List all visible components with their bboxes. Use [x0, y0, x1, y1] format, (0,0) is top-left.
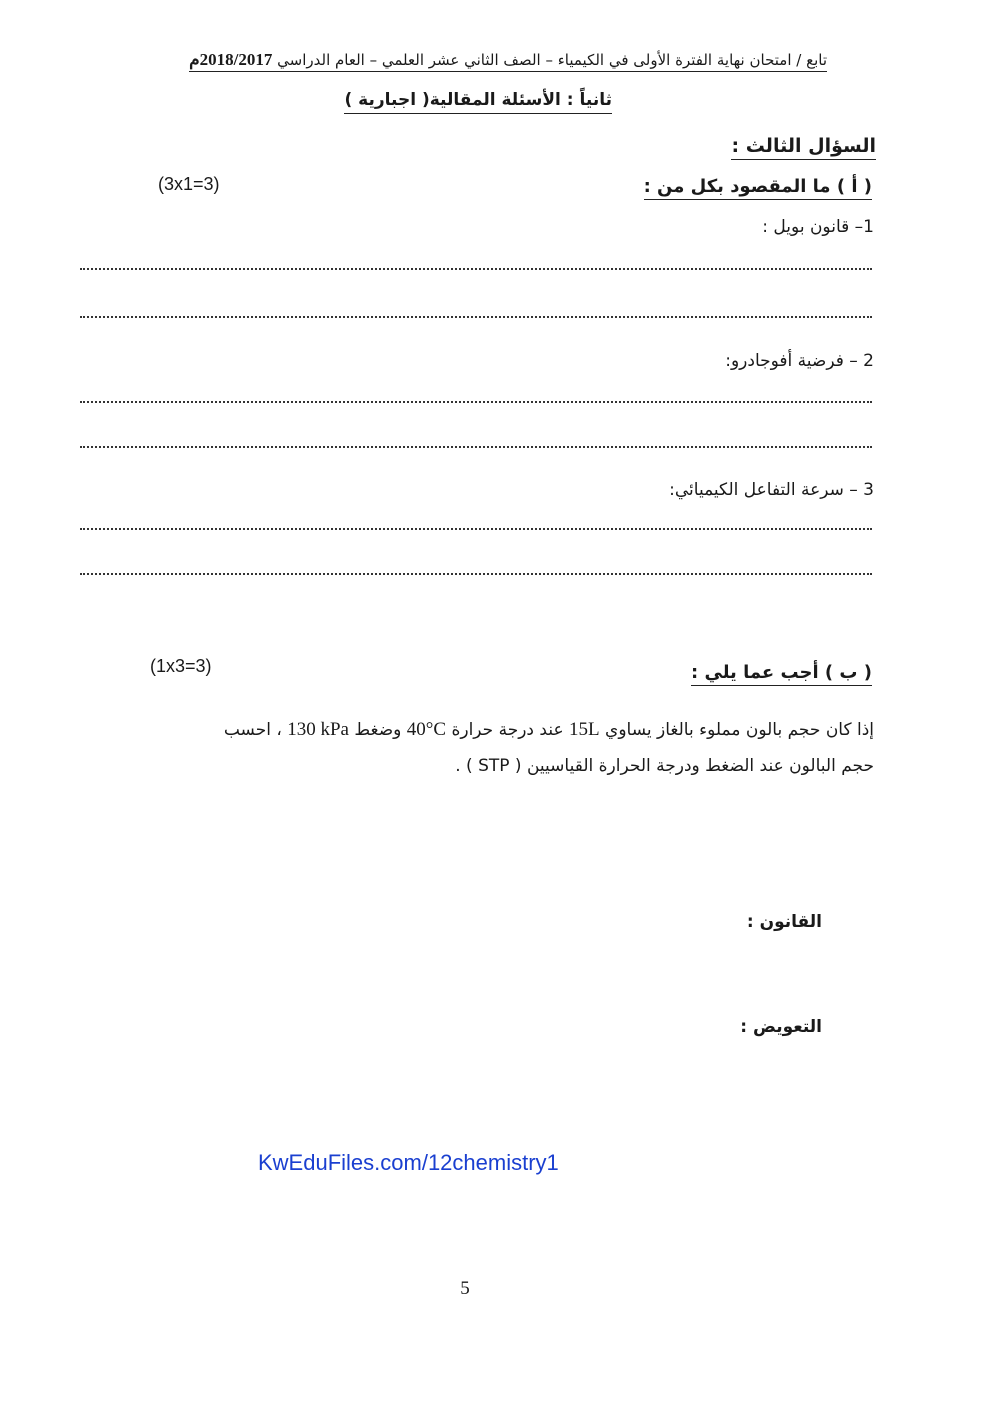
section-title: ثانياً : الأسئلة المقالية( اجبارية )	[344, 90, 612, 114]
answer-line[interactable]	[80, 316, 872, 318]
problem-line-2: حجم البالون عند الضغط ودرجة الحرارة القياسيين ( STP ) .	[455, 756, 874, 776]
volume-value: 15L	[569, 719, 600, 740]
problem-text: وضغط	[348, 720, 407, 740]
substitution-label: التعويض :	[740, 1017, 822, 1037]
header-year: 2018/2017م	[189, 50, 273, 69]
part-b-title	[691, 662, 872, 683]
part-a-item-1: 1– قانون بويل :	[762, 217, 874, 237]
pressure-value: 130 kPa	[287, 719, 349, 740]
question-title: السؤال الثالث :	[731, 135, 876, 160]
part-a-item-3: 3 – سرعة التفاعل الكيميائي:	[669, 480, 874, 500]
part-a-title-text: ( أ ) ما المقصود بكل من :	[644, 176, 872, 200]
part-b-problem	[114, 712, 874, 784]
problem-line-1	[114, 712, 874, 748]
part-b-title-text: ( ب ) أجب عما يلي :	[691, 662, 872, 686]
part-b-marks: (1x3=3)	[150, 656, 212, 676]
answer-line[interactable]	[80, 573, 872, 575]
answer-line[interactable]	[80, 446, 872, 448]
part-a-title	[644, 176, 872, 197]
problem-text: ، احسب	[223, 720, 288, 740]
law-label: القانون :	[746, 912, 822, 932]
part-a-item-2: 2 – فرضية أفوجادرو:	[725, 351, 874, 371]
answer-line[interactable]	[80, 401, 872, 403]
footer-link[interactable]: KwEduFiles.com/12chemistry1	[258, 1150, 559, 1175]
header-text: تابع / امتحان نهاية الفترة الأولى في الكيمياء – الصف الثاني عشر العلمي – العام الدراسي	[277, 51, 827, 69]
page-number: 5	[460, 1278, 470, 1299]
problem-text: إذا كان حجم بالون مملوء بالغاز يساوي	[599, 720, 874, 740]
temperature-value: 40°C	[406, 719, 447, 740]
exam-header	[189, 50, 827, 72]
answer-line[interactable]	[80, 528, 872, 530]
answer-line[interactable]	[80, 268, 872, 270]
part-a-marks: (3x1=3)	[158, 174, 220, 194]
problem-text: عند درجة حرارة	[446, 720, 570, 740]
